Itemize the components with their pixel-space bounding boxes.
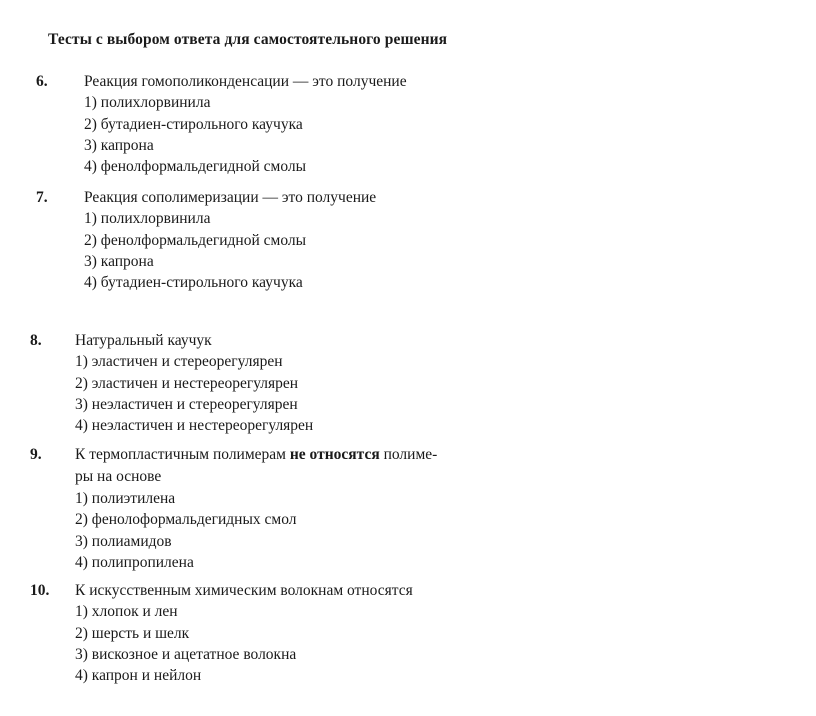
question-stem <box>75 444 437 466</box>
question-body <box>75 330 313 436</box>
answer-option-4: 4) полипропилена <box>75 553 194 571</box>
question-number: 9. <box>30 446 42 463</box>
answer-option-2: 2) бутадиен-стирольного каучука <box>84 115 303 133</box>
answer-option-1: 1) полихлорвинила <box>84 210 211 228</box>
answer-option-2: 2) шерсть и шелк <box>75 624 190 642</box>
question-stem: Реакция сополимеризации — это получение <box>84 189 377 206</box>
answer-option-1: 1) хлопок и лен <box>75 603 178 621</box>
answer-option-2: 2) фенолоформальдегидных смол <box>75 511 297 529</box>
answer-option-4: 4) неэластичен и нестереорегулярен <box>75 417 314 435</box>
stem-text-end: полиме- <box>383 446 438 463</box>
question-stem: Реакция гомополиконденсации — это получение <box>84 73 407 90</box>
answer-option-1: 1) полиэтилена <box>75 490 176 507</box>
section-title: Тесты с выбором ответа для самостоятельного решения <box>48 31 448 48</box>
question-number: 8. <box>30 332 42 349</box>
answer-option-3: 3) капрона <box>84 136 154 154</box>
answer-option-3: 3) капрона <box>84 252 154 270</box>
stem-text: К термопластичным полимерам <box>75 446 286 463</box>
answer-option-1: 1) эластичен и стереорегулярен <box>75 353 283 371</box>
question-body <box>75 580 413 686</box>
answer-option-3: 3) полиамидов <box>75 532 172 550</box>
question-number: 7. <box>36 189 48 206</box>
question-stem: К искусственным химическим волокнам относятся <box>75 582 413 599</box>
answer-option-3: 3) неэластичен и стереорегулярен <box>75 395 298 413</box>
answer-option-2: 2) фенолформальдегидной смолы <box>84 231 307 249</box>
answer-option-1: 1) полихлорвинила <box>84 94 211 112</box>
question-number: 10. <box>30 582 50 599</box>
answer-option-4: 4) бутадиен-стирольного каучука <box>84 274 303 292</box>
stem-emphasis: не относятся <box>289 446 380 463</box>
question-body <box>84 71 407 177</box>
question-number: 6. <box>36 73 48 90</box>
answer-option-4: 4) фенолформальдегидной смолы <box>84 158 307 176</box>
question-body <box>84 187 376 293</box>
answer-option-2: 2) эластичен и нестереорегулярен <box>75 374 299 392</box>
answer-option-4: 4) капрон и нейлон <box>75 667 202 685</box>
answer-option-3: 3) вискозное и ацетатное волокна <box>75 645 297 663</box>
question-stem: Натуральный каучук <box>75 332 212 349</box>
question-body <box>75 444 437 573</box>
question-stem-continuation: ры на основе <box>75 468 162 485</box>
